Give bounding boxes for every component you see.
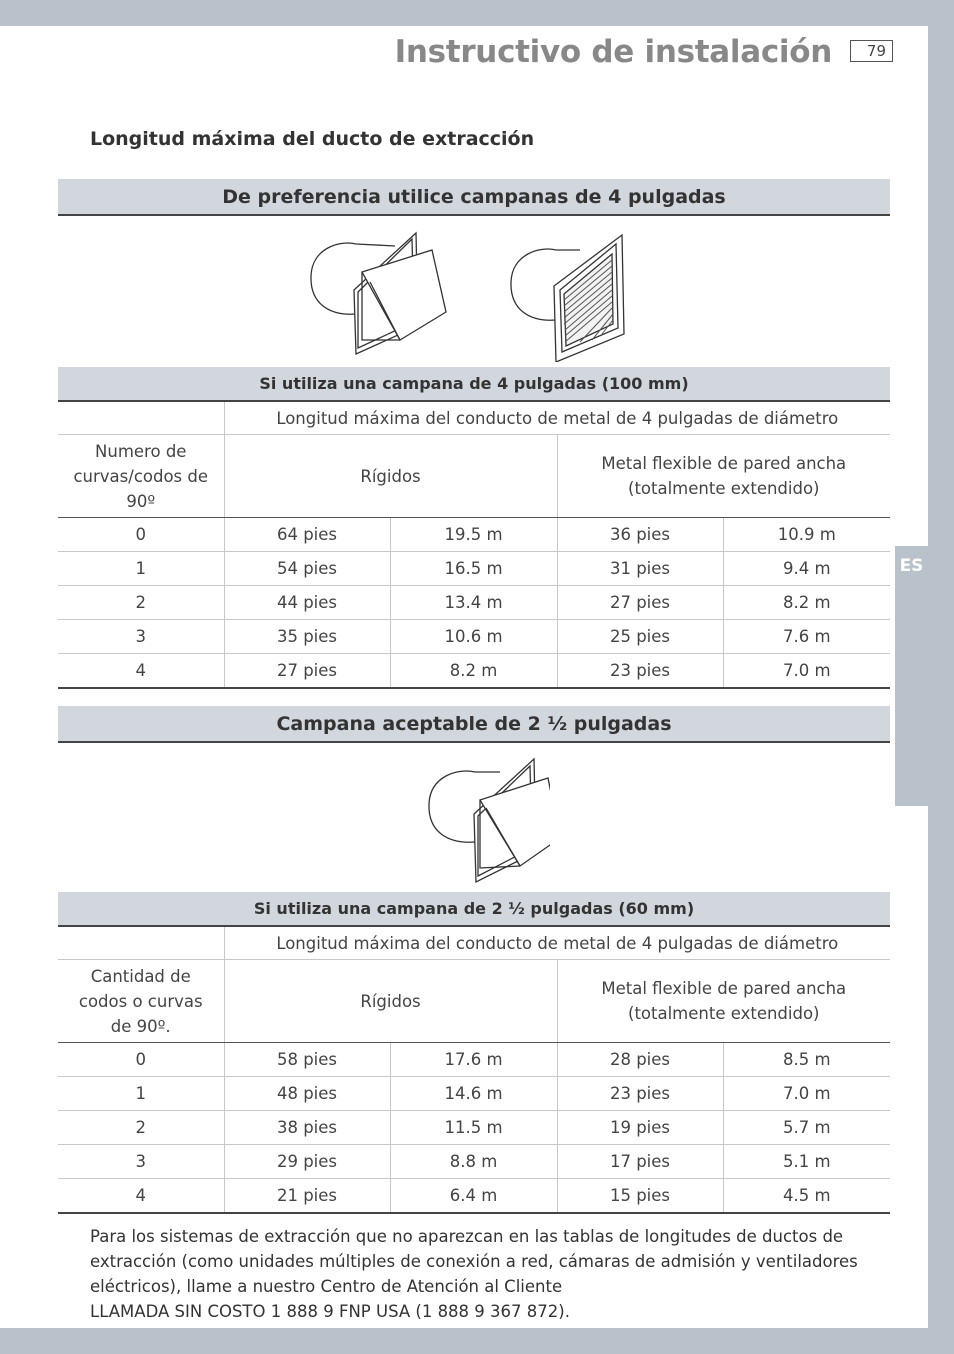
table-row [58, 1179, 890, 1214]
section1-band: De preferencia utilice campanas de 4 pulgadas [58, 179, 890, 216]
duct-length-table-4in [58, 402, 890, 689]
table-cell: 25 pies [557, 620, 723, 654]
table-cell: 21 pies [224, 1179, 390, 1214]
table-cell: 2 [58, 1111, 224, 1145]
page-title: Instructivo de instalación [394, 34, 832, 70]
table-cell: 3 [58, 1145, 224, 1179]
page-number: 79 [850, 40, 893, 62]
grille-hood-icon [511, 235, 624, 362]
bends-column-label: Numero de curvas/codos de 90º [58, 435, 224, 518]
small-hood-illustration [420, 756, 550, 886]
page [0, 26, 928, 1328]
rigid-column-label: Rígidos [224, 435, 557, 518]
table-cell: 0 [58, 1043, 224, 1077]
flex-label-line2: (totalmente extendido) [628, 479, 820, 498]
table-cell: 29 pies [224, 1145, 390, 1179]
empty-header-cell [58, 927, 224, 960]
table-cell: 5.7 m [723, 1111, 890, 1145]
rigid-column-label: Rígidos [224, 960, 557, 1043]
table-row [58, 1077, 890, 1111]
table-cell: 35 pies [224, 620, 390, 654]
table-row [58, 620, 890, 654]
section2-band: Campana aceptable de 2 ½ pulgadas [58, 706, 890, 743]
louvered-hood-icon [311, 233, 446, 354]
table-cell: 1 [58, 552, 224, 586]
table-cell: 19.5 m [390, 518, 557, 552]
table-cell: 38 pies [224, 1111, 390, 1145]
table-cell: 36 pies [557, 518, 723, 552]
table1-caption: Si utiliza una campana de 4 pulgadas (100 mm) [58, 367, 890, 402]
footer-paragraph: Para los sistemas de extracción que no aparezcan en las tablas de longitudes de ductos de extracción (como unidades múltiples de conexión a red, cámaras de admisión y ventiladores eléctricos), llame a nuestro Centro de Atención al Cliente [90, 1227, 858, 1296]
language-tab-label: ES [899, 556, 924, 576]
table-cell: 11.5 m [390, 1111, 557, 1145]
table-cell: 8.5 m [723, 1043, 890, 1077]
table-cell: 5.1 m [723, 1145, 890, 1179]
table-cell: 17.6 m [390, 1043, 557, 1077]
table2-caption: Si utiliza una campana de 2 ½ pulgadas (60 mm) [58, 892, 890, 927]
table-cell: 15 pies [557, 1179, 723, 1214]
table-cell: 4 [58, 654, 224, 689]
vent-hood-illustrations [300, 230, 640, 362]
table-cell: 14.6 m [390, 1077, 557, 1111]
bends-column-label: Cantidad de codos o curvas de 90º. [58, 960, 224, 1043]
table-cell: 1 [58, 1077, 224, 1111]
table-cell: 27 pies [224, 654, 390, 689]
table-row [58, 1145, 890, 1179]
table-cell: 7.6 m [723, 620, 890, 654]
table-row [58, 1111, 890, 1145]
table-cell: 16.5 m [390, 552, 557, 586]
table-cell: 19 pies [557, 1111, 723, 1145]
flex-label-line1: Metal flexible de pared ancha [601, 454, 847, 473]
table-cell: 4 [58, 1179, 224, 1214]
flex-label-line1: Metal flexible de pared ancha [601, 979, 847, 998]
flex-column-label [557, 435, 890, 518]
table-cell: 23 pies [557, 654, 723, 689]
table-row [58, 518, 890, 552]
table-cell: 4.5 m [723, 1179, 890, 1214]
flex-label-line2: (totalmente extendido) [628, 1004, 820, 1023]
table-cell: 10.9 m [723, 518, 890, 552]
table-row [58, 586, 890, 620]
table-cell: 6.4 m [390, 1179, 557, 1214]
section-subtitle: Longitud máxima del ducto de extracción [90, 128, 535, 150]
table-cell: 64 pies [224, 518, 390, 552]
flex-column-label [557, 960, 890, 1043]
span-header: Longitud máxima del conducto de metal de 4 pulgadas de diámetro [224, 402, 890, 435]
table-cell: 54 pies [224, 552, 390, 586]
span-header: Longitud máxima del conducto de metal de 4 pulgadas de diámetro [224, 927, 890, 960]
table-cell: 3 [58, 620, 224, 654]
table-cell: 48 pies [224, 1077, 390, 1111]
table-cell: 7.0 m [723, 654, 890, 689]
table-cell: 44 pies [224, 586, 390, 620]
table-row [58, 654, 890, 689]
table-row [58, 552, 890, 586]
language-tab [895, 546, 928, 806]
table-cell: 27 pies [557, 586, 723, 620]
table-cell: 2 [58, 586, 224, 620]
empty-header-cell [58, 402, 224, 435]
table-cell: 28 pies [557, 1043, 723, 1077]
table-cell: 13.4 m [390, 586, 557, 620]
duct-length-table-2-5in [58, 927, 890, 1214]
table-row [58, 1043, 890, 1077]
table-cell: 31 pies [557, 552, 723, 586]
table-cell: 8.8 m [390, 1145, 557, 1179]
table-cell: 17 pies [557, 1145, 723, 1179]
table-cell: 0 [58, 518, 224, 552]
table-cell: 10.6 m [390, 620, 557, 654]
table-cell: 9.4 m [723, 552, 890, 586]
footer-note [90, 1224, 880, 1324]
small-vent-hood-icon [429, 759, 550, 882]
table-cell: 58 pies [224, 1043, 390, 1077]
table-cell: 23 pies [557, 1077, 723, 1111]
footer-phone-line: LLAMADA SIN COSTO 1 888 9 FNP USA (1 888 9 367 872). [90, 1302, 570, 1321]
table-cell: 8.2 m [723, 586, 890, 620]
table-cell: 8.2 m [390, 654, 557, 689]
table-cell: 7.0 m [723, 1077, 890, 1111]
